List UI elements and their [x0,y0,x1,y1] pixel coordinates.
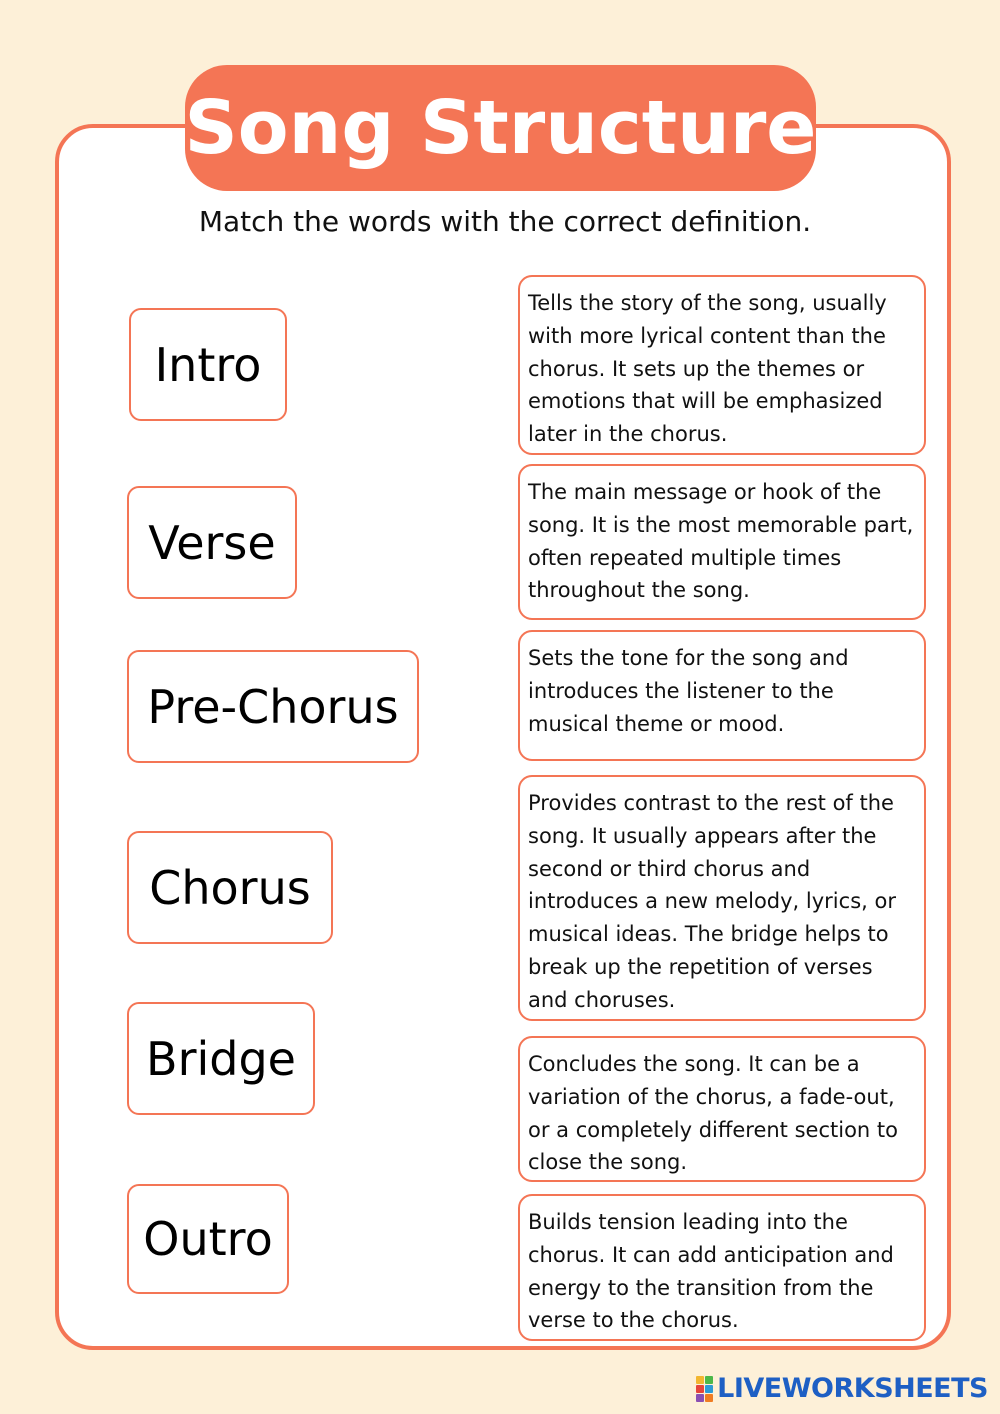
definition-text: Provides contrast to the rest of the song. It usually appears after the second or third chorus and introduces a new melody, lyrics, or musical ideas. The bridge helps to break up the repetition of verses and choruses. [528,791,896,1012]
brand-logo[interactable] [696,1373,988,1404]
word-label: Intro [154,337,262,392]
title-banner [185,65,816,191]
definition-text: Builds tension leading into the chorus. It can add anticipation and energy to the transition from the verse to the chorus. [528,1210,894,1333]
definition-box[interactable] [518,630,926,761]
definition-text: The main message or hook of the song. It is the most memorable part, often repeated multiple times throughout the song. [528,480,914,603]
page-title: Song Structure [184,85,817,171]
definition-text: Tells the story of the song, usually with more lyrical content than the chorus. It sets up the themes or emotions that will be emphasized later in the chorus. [528,291,887,447]
word-box-chorus[interactable] [127,831,333,944]
word-box-pre-chorus[interactable] [127,650,419,763]
word-box-outro[interactable] [127,1184,289,1294]
word-label: Outro [143,1212,273,1266]
definition-text: Sets the tone for the song and introduces the listener to the musical theme or mood. [528,646,849,736]
word-label: Chorus [149,860,311,915]
word-box-intro[interactable] [129,308,287,421]
definition-box[interactable] [518,1036,926,1182]
definition-box[interactable] [518,1194,926,1341]
word-label: Bridge [146,1031,296,1086]
word-box-verse[interactable] [127,486,297,599]
word-label: Pre-Chorus [147,679,399,734]
definition-box[interactable] [518,464,926,620]
brand-name: LIVEWORKSHEETS [717,1373,988,1404]
definition-box[interactable] [518,775,926,1021]
word-box-bridge[interactable] [127,1002,315,1115]
definition-box[interactable] [518,275,926,455]
liveworksheets-logo-icon [696,1376,713,1402]
definition-text: Concludes the song. It can be a variation of the chorus, a fade-out, or a completely different section to close the song. [528,1052,898,1175]
word-label: Verse [148,515,276,570]
instruction-text: Match the words with the correct definition. [198,205,812,238]
